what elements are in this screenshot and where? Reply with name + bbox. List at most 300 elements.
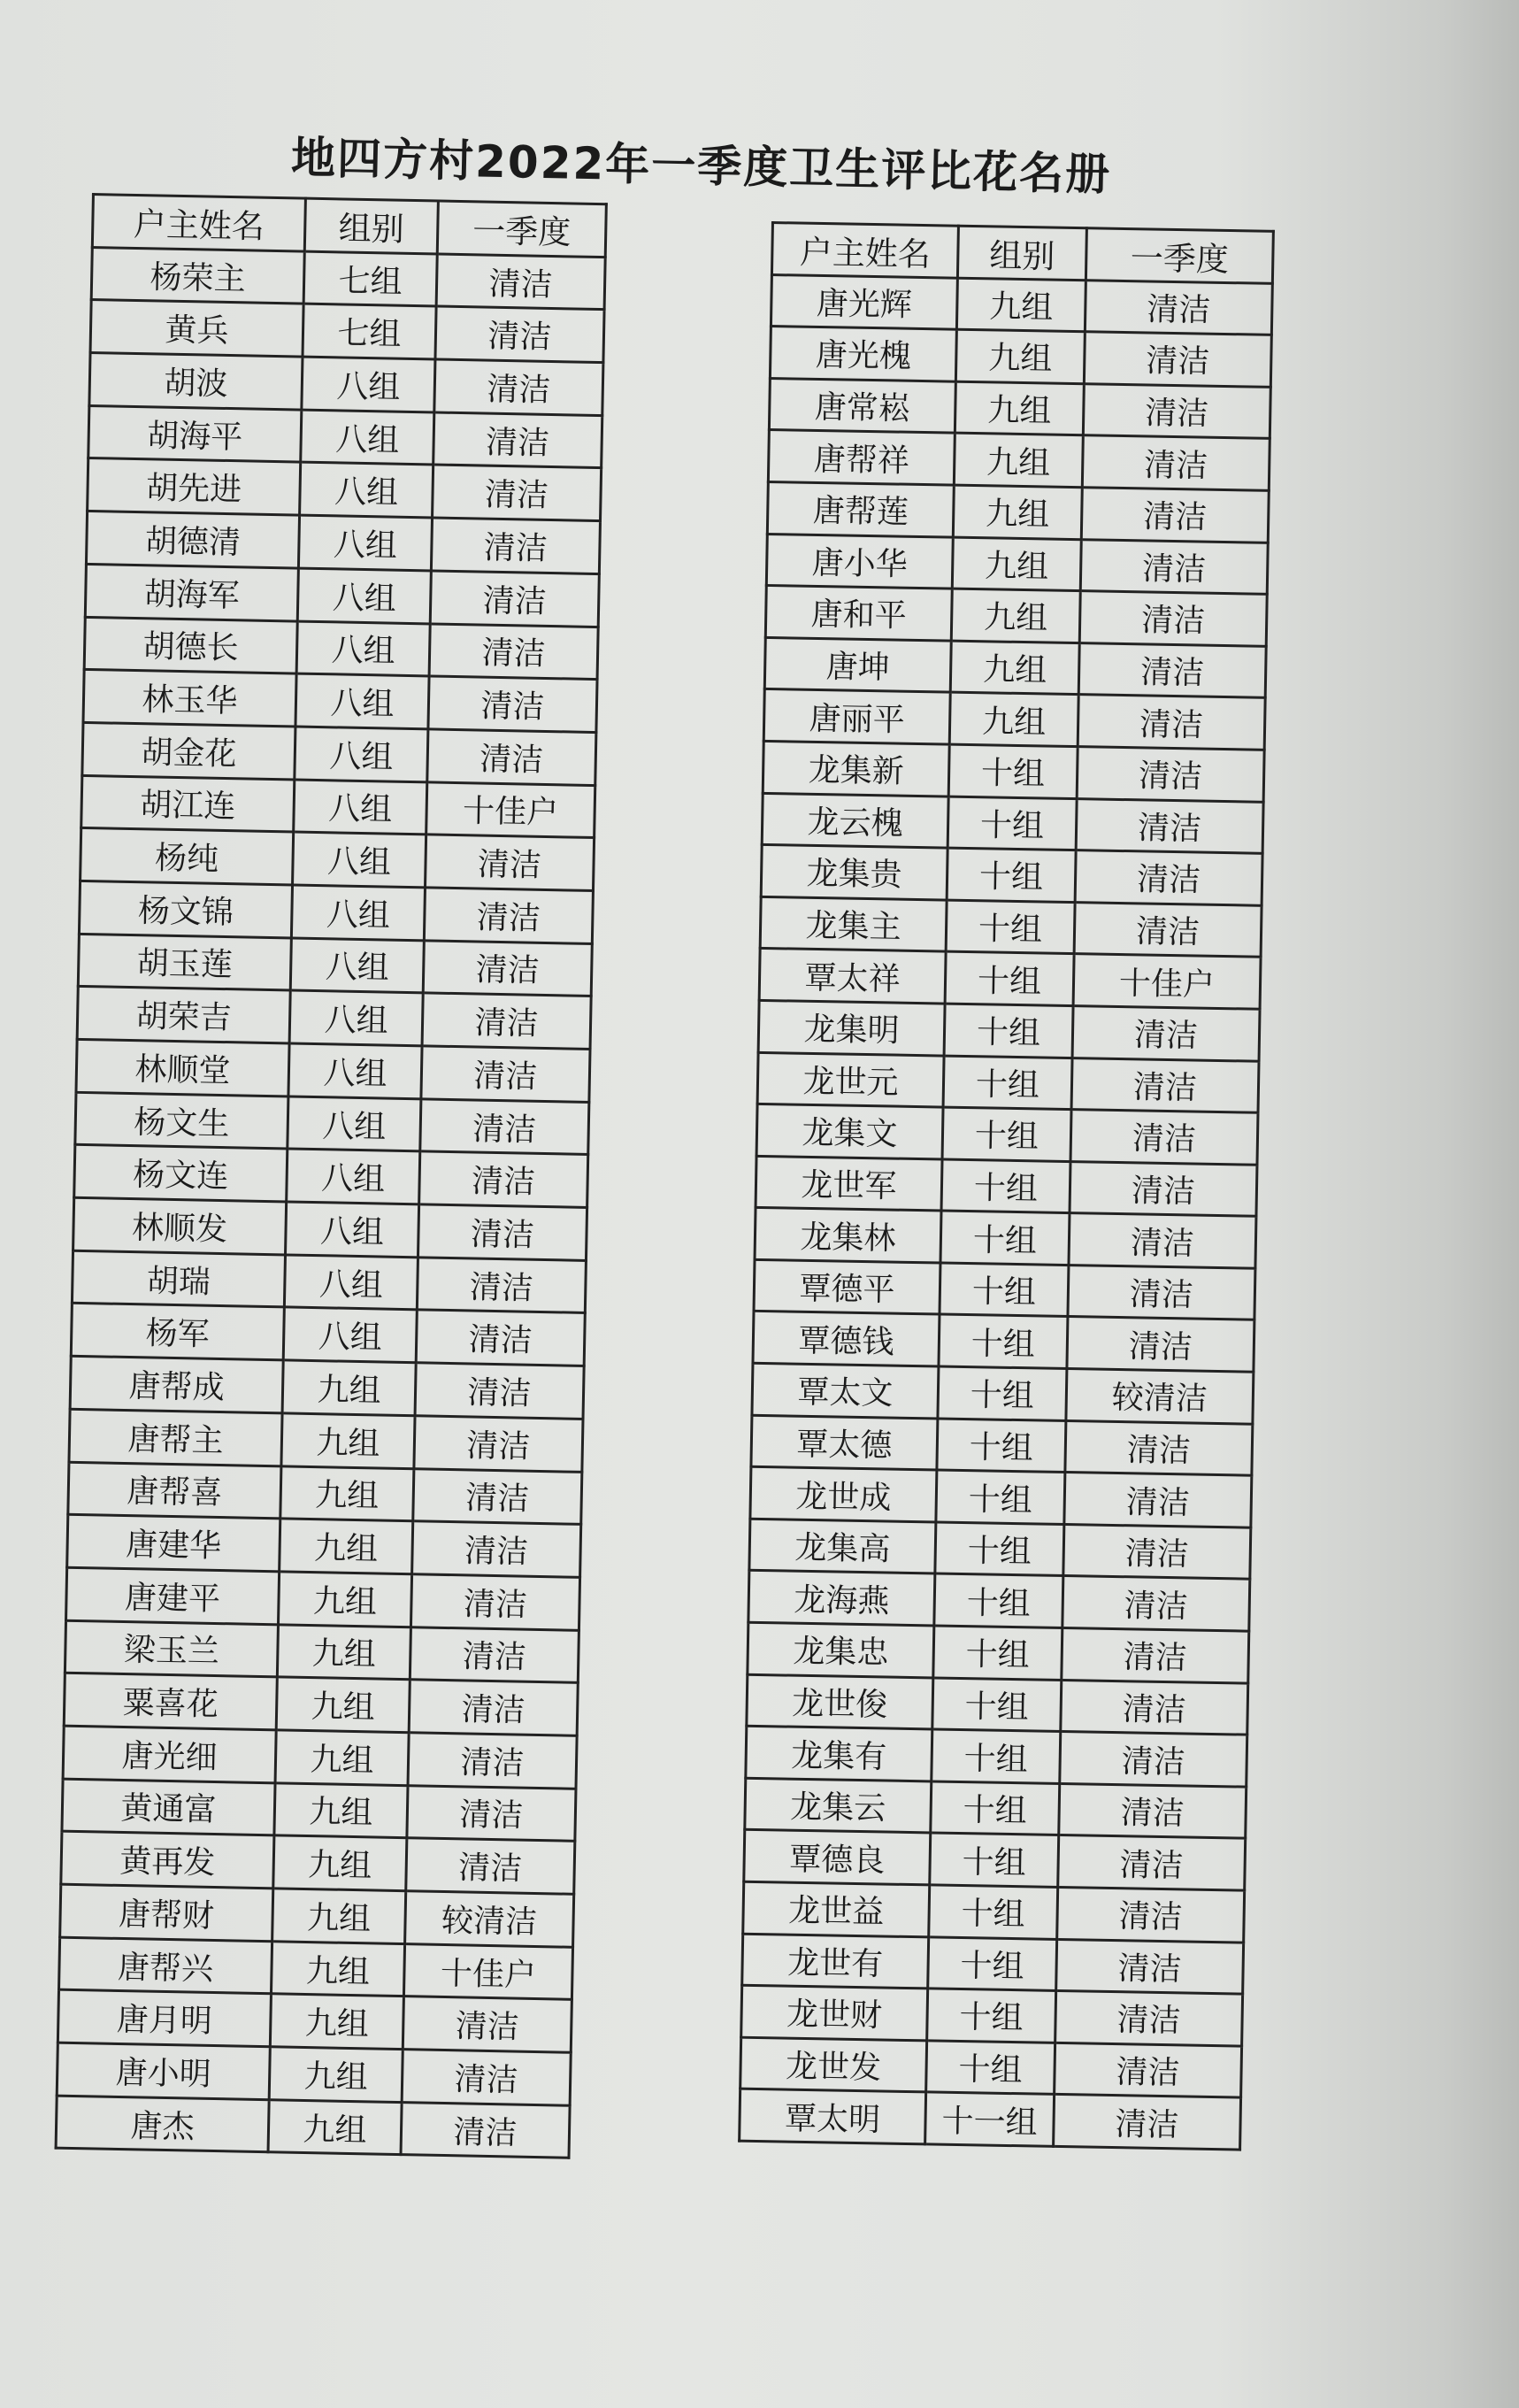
cell-rating: 清洁 [1065,1420,1253,1475]
cell-name: 龙世发 [740,2037,927,2092]
table-row [64,1673,578,1735]
cell-name: 龙云槐 [762,793,948,848]
cell-name: 唐小华 [766,534,953,589]
table-row [75,1092,589,1155]
cell-rating: 清洁 [403,1996,572,2052]
table-row [58,1990,572,2053]
cell-rating: 清洁 [1055,2043,1242,2097]
cell-name: 唐坤 [764,637,951,692]
cell-name: 胡瑞 [72,1250,285,1307]
cell-group: 十组 [930,1833,1059,1887]
table-row [78,934,592,996]
cell-name: 覃太祥 [759,949,946,1004]
cell-name: 林玉华 [83,670,296,727]
table-row [57,2043,571,2105]
cell-group: 十组 [947,848,1076,902]
table-row [745,1778,1247,1838]
cell-rating: 清洁 [1070,1110,1258,1165]
cell-group: 九组 [272,1889,406,1944]
table-row [62,1779,576,1842]
table-row [67,1514,581,1577]
cell-name: 唐丽平 [763,689,950,744]
cell-rating: 清洁 [1076,798,1263,853]
cell-group: 十组 [935,1522,1064,1576]
cell-group: 九组 [275,1730,409,1786]
cell-group: 八组 [291,885,425,941]
table-row [73,1197,587,1260]
cell-name: 胡海军 [85,564,298,620]
cell-name: 唐帮莲 [767,481,954,536]
cell-group: 八组 [294,780,427,835]
cell-rating: 清洁 [408,1733,577,1789]
cell-group: 十组 [933,1626,1063,1680]
cell-group: 十组 [932,1729,1061,1783]
cell-group: 八组 [290,938,424,994]
cell-group: 八组 [293,832,426,888]
cell-group: 九组 [953,485,1082,539]
cell-rating: 清洁 [422,993,591,1049]
cell-group: 十组 [927,1989,1056,2043]
cell-group: 十组 [939,1314,1068,1368]
cell-group: 九组 [281,1413,415,1469]
cell-group: 十组 [929,1885,1058,1939]
table-row [759,949,1261,1009]
cell-name: 龙集云 [745,1778,932,1833]
cell-rating: 清洁 [1064,1473,1252,1527]
cell-group: 八组 [289,990,423,1046]
cell-rating: 清洁 [1078,642,1266,697]
table-row [79,881,593,943]
table-row [68,1462,582,1525]
table-row [743,1881,1245,1942]
table-row [751,1415,1253,1475]
table-row [65,1620,579,1683]
table-row [744,1830,1246,1890]
cell-group: 八组 [298,515,432,571]
cell-rating: 清洁 [419,1151,588,1207]
table-row [741,1985,1243,2045]
header-rating: 一季度 [1086,228,1273,283]
header-name: 户主姓名 [92,195,305,251]
cell-name: 龙集高 [749,1519,936,1573]
cell-rating: 清洁 [1057,1887,1245,1942]
cell-group: 八组 [288,1096,421,1152]
cell-group: 十组 [942,1107,1071,1161]
table-row [84,617,598,680]
cell-name: 胡海平 [88,405,302,462]
cell-group: 九组 [282,1360,416,1416]
cell-name: 黄兵 [90,300,303,357]
cell-group: 九组 [949,692,1078,746]
cell-group: 九组 [951,589,1080,642]
table-row [753,1312,1254,1372]
cell-name: 龙世成 [750,1467,937,1522]
table-row [757,1052,1259,1112]
cell-group: 九组 [271,1941,404,1996]
table-row [72,1250,586,1313]
cell-group: 十组 [946,900,1075,954]
cell-name: 胡金花 [82,722,295,779]
cell-group: 九组 [956,278,1086,332]
cell-name: 唐光细 [63,1726,276,1782]
cell-group: 八组 [287,1149,420,1204]
cell-group: 九组 [954,434,1083,488]
cell-group: 九组 [277,1624,410,1680]
cell-group: 九组 [955,329,1085,383]
cell-group: 九组 [276,1677,410,1733]
cell-group: 十组 [938,1366,1067,1420]
table-row [89,353,603,416]
cell-rating: 清洁 [1082,435,1270,490]
cell-name: 唐帮财 [60,1884,273,1941]
cell-rating: 清洁 [1069,1213,1256,1268]
cell-name: 唐帮兴 [59,1937,272,1994]
cell-name: 龙集新 [763,741,949,796]
header-group: 组别 [957,226,1086,280]
table-row [88,405,602,468]
cell-name: 龙集忠 [748,1622,934,1677]
cell-group: 九组 [274,1782,408,1838]
cell-name: 唐帮成 [70,1356,283,1412]
cell-rating: 清洁 [1070,1161,1257,1216]
table-row [66,1567,580,1630]
table-row [762,793,1263,853]
cell-rating: 清洁 [1079,591,1267,646]
cell-rating: 清洁 [409,1680,578,1735]
cell-name: 龙世财 [741,1985,928,2040]
cell-group: 十组 [945,951,1074,1005]
cell-name: 龙世俊 [747,1674,933,1729]
cell-rating: 清洁 [1055,1991,1243,2046]
table-row [770,327,1271,387]
table-row [82,722,596,785]
cell-rating: 清洁 [435,306,604,362]
cell-rating: 清洁 [1059,1783,1247,1838]
table-row [59,1937,573,2000]
table-row [760,896,1262,957]
cell-rating: 清洁 [423,940,592,996]
cell-rating: 清洁 [418,1204,587,1260]
cell-rating: 清洁 [410,1627,579,1682]
cell-rating: 清洁 [406,1838,575,1894]
cell-rating: 清洁 [429,623,598,679]
cell-rating: 清洁 [410,1574,579,1630]
cell-group: 八组 [302,357,435,412]
cell-rating: 清洁 [402,2050,571,2105]
cell-group: 十一组 [925,2092,1055,2146]
table-row [88,458,602,521]
roster-table-left [55,193,608,2159]
table-row [83,670,597,733]
cell-rating: 清洁 [436,254,605,310]
cell-group: 九组 [273,1835,407,1891]
cell-rating: 清洁 [1080,539,1268,594]
table-row [740,2037,1242,2097]
table-row [740,2089,1241,2150]
cell-name: 龙集有 [746,1726,932,1781]
cell-name: 粟喜花 [64,1673,277,1729]
cell-rating: 清洁 [1067,1317,1254,1372]
table-row [764,637,1266,697]
cell-rating: 清洁 [415,1363,584,1419]
cell-rating: 清洁 [433,412,602,468]
cell-group: 十组 [944,1004,1073,1058]
cell-rating: 清洁 [1062,1628,1249,1683]
cell-name: 覃德钱 [753,1312,940,1366]
cell-name: 龙集主 [760,896,947,951]
cell-rating: 清洁 [1068,1265,1255,1319]
cell-rating: 清洁 [1063,1524,1251,1579]
cell-rating: 清洁 [416,1310,585,1366]
table-row [756,1104,1258,1164]
cell-group: 九组 [270,1994,403,2050]
cell-group: 九组 [278,1572,411,1627]
table-row [69,1409,583,1472]
cell-rating: 清洁 [420,1099,589,1155]
table-row [765,586,1267,646]
table-row [748,1622,1249,1682]
table-row [76,1039,590,1102]
cell-name: 龙世元 [757,1052,944,1107]
cell-rating: 清洁 [413,1468,582,1524]
cell-name: 胡先进 [88,458,301,515]
cell-group: 九组 [268,2099,402,2155]
cell-rating: 清洁 [1058,1835,1246,1890]
table-row [742,1934,1244,1994]
cell-name: 唐光槐 [770,327,956,381]
cell-rating: 清洁 [1060,1732,1247,1787]
cell-name: 唐帮喜 [68,1462,281,1519]
cell-name: 唐月明 [58,1990,271,2047]
cell-name: 唐建平 [66,1567,280,1624]
cell-group: 十组 [934,1573,1063,1627]
table-row [86,512,600,574]
cell-rating: 清洁 [427,729,596,785]
roster-body-left [56,247,605,2158]
cell-name: 龙世军 [756,1156,942,1211]
cell-rating: 清洁 [1072,1005,1260,1060]
cell-group: 八组 [296,621,430,677]
cell-name: 覃太明 [740,2089,926,2144]
cell-group: 九组 [280,1519,413,1574]
table-row [81,775,595,838]
cell-rating: 清洁 [434,359,603,415]
table-row [60,1884,574,1947]
cell-name: 唐帮主 [69,1409,282,1466]
cell-name: 杨文锦 [79,881,292,937]
cell-name: 覃太德 [751,1415,938,1470]
cell-rating: 清洁 [424,888,593,943]
cell-name: 杨军 [71,1304,284,1360]
table-row [749,1519,1251,1579]
cell-rating: 清洁 [1084,332,1271,387]
cell-rating: 清洁 [1071,1058,1259,1112]
table-row [747,1674,1248,1735]
cell-rating: 清洁 [1063,1576,1250,1631]
cell-name: 胡荣吉 [77,987,290,1043]
cell-name: 唐杰 [56,2096,269,2152]
table-row [91,247,605,310]
cell-name: 覃德良 [744,1830,931,1885]
cell-name: 胡波 [89,353,303,410]
cell-group: 九组 [952,537,1081,591]
cell-name: 黄再发 [61,1832,274,1889]
cell-rating: 清洁 [1077,747,1264,802]
cell-name: 唐小明 [57,2043,270,2099]
cell-group: 九组 [950,641,1079,695]
cell-name: 胡德清 [86,512,299,568]
cell-group: 八组 [295,727,428,782]
cell-group: 十组 [947,796,1077,850]
cell-group: 八组 [300,463,433,519]
cell-name: 覃德平 [754,1259,940,1314]
header-rating: 一季度 [437,201,606,257]
table-row [756,1156,1257,1216]
table-row [77,987,591,1050]
cell-rating: 清洁 [428,676,597,732]
cell-name: 胡玉莲 [78,934,291,990]
cell-rating: 清洁 [1085,280,1272,335]
cell-rating: 清洁 [417,1258,586,1313]
cell-rating: 较清洁 [405,1891,574,1947]
table-row [771,274,1272,335]
cell-name: 龙海燕 [748,1571,935,1626]
cell-rating: 清洁 [431,518,600,573]
cell-rating: 清洁 [421,1046,590,1102]
cell-name: 胡江连 [81,775,295,832]
table-header-row [92,195,606,258]
cell-name: 龙集明 [758,1000,945,1055]
cell-group: 十组 [928,1936,1057,1990]
table-row [81,828,595,891]
cell-rating: 清洁 [1056,1939,1244,1994]
cell-rating: 清洁 [1078,695,1265,750]
cell-group: 十组 [943,1056,1072,1110]
table-row [56,2096,570,2158]
cell-group: 十组 [926,2041,1055,2095]
cell-name: 唐建华 [67,1514,280,1571]
cell-name: 唐光辉 [771,274,957,329]
cell-group: 十组 [948,744,1078,798]
table-row [71,1304,585,1366]
cell-group: 八组 [297,568,431,624]
table-row [63,1726,577,1789]
cell-name: 龙世有 [742,1934,929,1989]
cell-rating: 清洁 [1061,1680,1248,1735]
cell-name: 梁玉兰 [65,1620,278,1677]
cell-rating: 清洁 [433,465,602,520]
cell-group: 七组 [303,251,437,307]
cell-name: 唐常崧 [769,378,955,433]
cell-rating: 清洁 [1074,902,1262,957]
table-row [70,1356,584,1419]
cell-group: 八组 [295,673,429,729]
table-row [61,1832,575,1895]
table-row [767,481,1269,542]
table-row [748,1571,1250,1631]
cell-rating: 十佳户 [426,781,595,837]
cell-name: 龙集贵 [761,845,947,900]
table-row [754,1259,1255,1319]
table-row [766,534,1268,594]
cell-name: 黄通富 [62,1779,275,1835]
cell-group: 十组 [940,1211,1070,1265]
cell-group: 九组 [280,1466,414,1521]
cell-rating: 清洁 [407,1785,576,1841]
cell-group: 十组 [941,1159,1070,1213]
table-row [752,1363,1254,1423]
table-row [746,1726,1247,1786]
cell-group: 十组 [932,1678,1062,1732]
cell-name: 林顺发 [73,1197,287,1254]
cell-group: 八组 [286,1202,419,1258]
cell-group: 九组 [269,2047,403,2103]
cell-rating: 清洁 [401,2102,570,2158]
table-row [85,564,599,627]
cell-name: 林顺堂 [76,1039,289,1096]
cell-name: 唐帮祥 [768,430,955,485]
cell-group: 七组 [303,304,436,359]
cell-name: 唐和平 [765,586,952,641]
document-title: 地四方村2022年一季度卫生评比花名册 [290,131,1112,201]
cell-name: 杨文生 [75,1092,288,1149]
table-row [90,300,604,363]
cell-name: 杨文连 [74,1145,288,1202]
cell-rating: 清洁 [430,571,599,627]
cell-group: 十组 [931,1781,1060,1835]
table-row [768,430,1270,490]
table-row [761,845,1262,905]
cell-rating: 十佳户 [403,1943,572,1999]
cell-rating: 清洁 [1083,383,1270,438]
cell-group: 十组 [936,1470,1065,1524]
cell-group: 十组 [937,1419,1066,1473]
table-row [763,741,1264,801]
cell-name: 胡德长 [84,617,297,673]
cell-name: 覃太文 [752,1363,939,1418]
cell-name: 龙集文 [756,1104,943,1158]
table-row [74,1145,588,1208]
table-row [755,1208,1256,1268]
table-row [758,1000,1260,1060]
table-row [769,378,1270,438]
cell-name: 龙集林 [755,1208,941,1263]
cell-group: 八组 [301,410,434,465]
table-header-row [771,223,1273,283]
cell-rating: 清洁 [412,1521,581,1577]
table-row [763,689,1265,750]
roster-table-right [738,221,1275,2151]
roster-body-right [740,274,1273,2150]
header-name: 户主姓名 [771,223,958,278]
cell-name: 杨纯 [81,828,294,885]
cell-rating: 较清洁 [1066,1369,1254,1424]
cell-name: 龙世益 [743,1881,930,1936]
cell-rating: 清洁 [426,835,595,890]
cell-rating: 清洁 [1054,2095,1241,2150]
cell-group: 九组 [955,381,1084,435]
cell-rating: 清洁 [414,1416,583,1472]
cell-group: 八组 [284,1255,418,1311]
cell-rating: 十佳户 [1073,954,1261,1009]
cell-group: 十组 [940,1263,1069,1317]
cell-group: 八组 [283,1307,417,1363]
cell-rating: 清洁 [1081,488,1269,542]
cell-rating: 清洁 [1075,850,1262,905]
table-row [750,1467,1252,1527]
header-group: 组别 [304,198,438,254]
cell-name: 杨荣主 [91,247,304,304]
